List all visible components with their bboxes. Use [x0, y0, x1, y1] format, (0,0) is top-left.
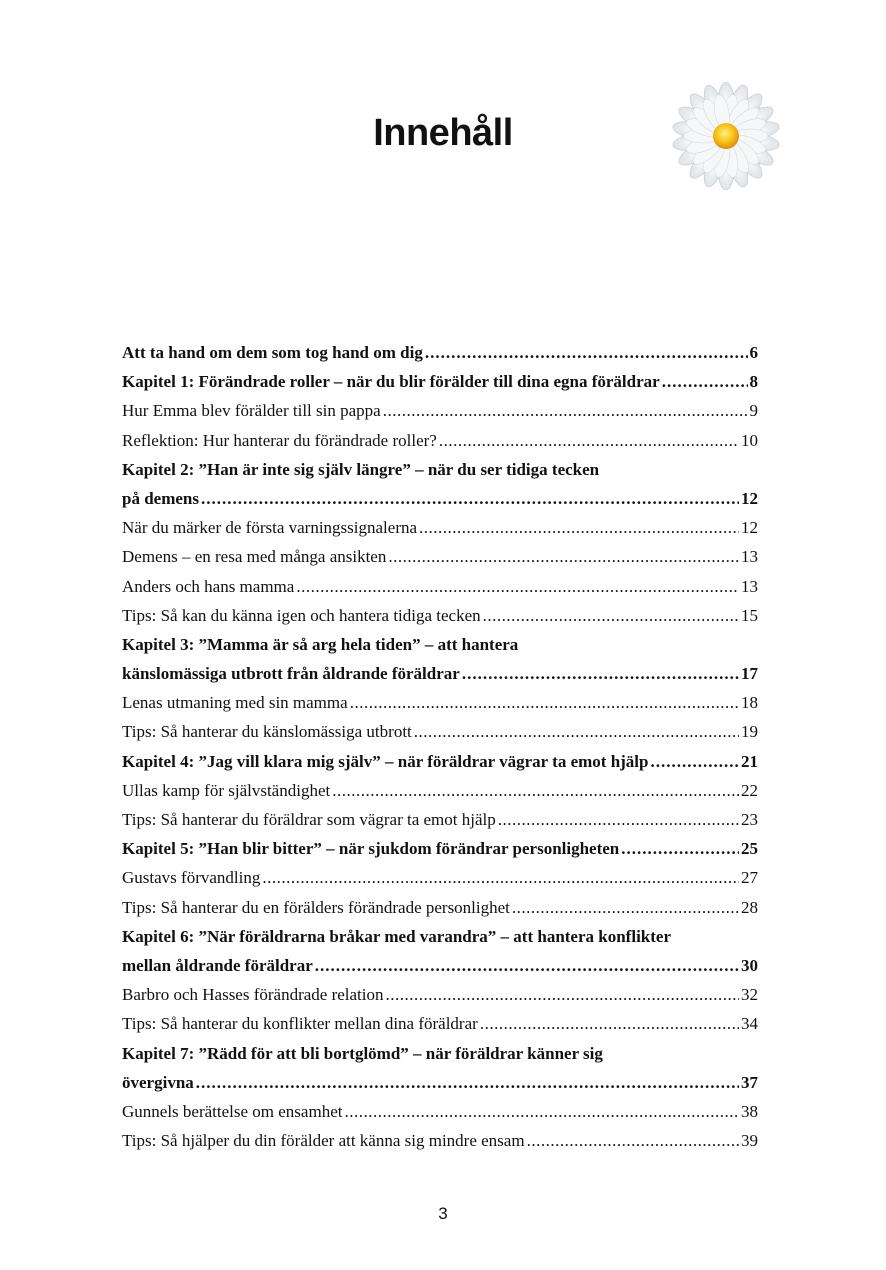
dot-leader: [651, 747, 740, 776]
toc-section-entry: [122, 1009, 758, 1038]
toc-entry-page: 13: [741, 576, 758, 596]
daisy-flower-icon: [664, 78, 788, 196]
toc-entry-title: När du märker de första varningssignalerna: [122, 518, 418, 538]
toc-entry-page: 17: [741, 664, 758, 684]
toc-section-entry: [122, 805, 758, 834]
toc-entry-page: 23: [741, 810, 758, 829]
toc-chapter-entry: [122, 834, 758, 863]
toc-entry-title: Kapitel 5: ”Han blir bitter” – när sjukdom förändrar personligheten: [122, 839, 620, 859]
dot-leader: [462, 659, 739, 688]
toc-entry-page: 34: [741, 1014, 758, 1034]
toc-entry-title-line2: övergivna: [122, 1072, 194, 1092]
toc-section-entry: [122, 776, 758, 805]
dot-leader: [201, 484, 739, 513]
toc-entry-title: Tips: Så hanterar du föräldrar som vägrar ta emot hjälp: [122, 810, 496, 829]
toc-entry-page: 22: [741, 780, 758, 800]
toc-entry-title: Lenas utmaning med sin mamma: [122, 693, 348, 713]
toc-entry-title: Gustavs förvandling: [122, 868, 261, 888]
dot-leader: [527, 1126, 739, 1155]
dot-leader: [480, 1009, 739, 1038]
toc-entry-title-line2: på demens: [122, 488, 199, 508]
toc-entry-page: 38: [741, 1101, 758, 1121]
toc-entry-title-line2: känslomässiga utbrott från åldrande föräldrar: [122, 664, 460, 684]
toc-entry-page: 9: [749, 401, 758, 421]
toc-entry-title: Demens – en resa med många ansikten: [122, 547, 387, 567]
dot-leader: [512, 893, 739, 922]
toc-entry-title: Tips: Så hanterar du konflikter mellan dina föräldrar: [122, 1014, 478, 1034]
toc-chapter-entry: [122, 922, 758, 980]
toc-chapter-entry: [122, 747, 758, 776]
toc-chapter-entry: [122, 455, 758, 513]
dot-leader: [425, 338, 748, 367]
toc-entry-page: 18: [741, 693, 758, 713]
toc-section-entry: [122, 863, 758, 892]
dot-leader: [662, 367, 748, 396]
toc-entry-page: 15: [741, 605, 758, 625]
toc-section-entry: [122, 980, 758, 1009]
toc-chapter-entry: [122, 630, 758, 688]
toc-section-entry: [122, 572, 758, 601]
toc-section-entry: [122, 1097, 758, 1126]
toc-entry-title: Reflektion: Hur hanterar du förändrade roller?: [122, 430, 437, 450]
dot-leader: [262, 863, 739, 892]
toc-entry-title-line1: Kapitel 2: ”Han är inte sig själv längre” – när du ser tidiga tecken: [122, 459, 600, 479]
toc-entry-page: 37: [741, 1072, 758, 1092]
dot-leader: [388, 542, 739, 571]
toc-section-entry: [122, 426, 758, 455]
dot-leader: [621, 834, 739, 863]
dot-leader: [498, 805, 739, 834]
toc-entry-title-line2: mellan åldrande föräldrar: [122, 955, 313, 975]
toc-entry-title: Gunnels berättelse om ensamhet: [122, 1101, 343, 1121]
toc-entry-page: 28: [741, 897, 758, 917]
toc-entry-page: 12: [741, 518, 758, 538]
dot-leader: [439, 426, 739, 455]
toc-entry-page: 21: [741, 751, 758, 771]
toc-entry-page: 6: [749, 343, 758, 362]
toc-entry-page: 25: [741, 839, 758, 859]
toc-entry-title-line1: Kapitel 6: ”När föräldrarna bråkar med varandra” – att hantera konflikter: [122, 926, 671, 946]
toc-chapter-entry: [122, 367, 758, 396]
toc-entry-title: Anders och hans mamma: [122, 576, 295, 596]
toc-entry-title: Tips: Så hjälper du din förälder att känna sig mindre ensam: [122, 1131, 525, 1151]
dot-leader: [332, 776, 739, 805]
toc-chapter-entry: [122, 338, 758, 367]
dot-leader: [344, 1097, 739, 1126]
toc-entry-page: 12: [741, 488, 758, 508]
toc-entry-title: Barbro och Hasses förändrade relation: [122, 985, 384, 1005]
toc-entry-title: Kapitel 1: Förändrade roller – när du blir förälder till dina egna föräldrar: [122, 372, 660, 392]
toc-entry-title: Tips: Så hanterar du känslomässiga utbrott: [122, 722, 412, 742]
toc-section-entry: [122, 1126, 758, 1155]
toc-entry-title: Kapitel 4: ”Jag vill klara mig själv” – när föräldrar vägrar ta emot hjälp: [122, 751, 649, 771]
toc-section-entry: [122, 542, 758, 571]
toc-entry-page: 39: [741, 1131, 758, 1151]
table-of-contents: [122, 338, 758, 1155]
toc-chapter-entry: [122, 1039, 758, 1097]
toc-entry-title-line1: Kapitel 3: ”Mamma är så arg hela tiden” – att hantera: [122, 634, 519, 654]
page-title: Innehåll: [373, 112, 513, 154]
page-number: 3: [438, 1204, 448, 1223]
toc-entry-page: 32: [741, 985, 758, 1005]
dot-leader: [350, 688, 739, 717]
toc-entry-title: Ullas kamp för självständighet: [122, 780, 331, 800]
dot-leader: [296, 572, 739, 601]
toc-entry-page: 8: [749, 372, 758, 392]
toc-section-entry: [122, 893, 758, 922]
dot-leader: [383, 396, 748, 425]
dot-leader: [419, 513, 739, 542]
toc-entry-title-line1: Kapitel 7: ”Rädd för att bli bortglömd” – när föräldrar känner sig: [122, 1043, 603, 1063]
toc-section-entry: [122, 717, 758, 746]
toc-entry-page: 30: [741, 955, 758, 975]
toc-entry-page: 10: [741, 430, 758, 450]
toc-entry-title: Hur Emma blev förälder till sin pappa: [122, 401, 381, 421]
dot-leader: [414, 717, 739, 746]
dot-leader: [386, 980, 739, 1009]
toc-entry-title: Tips: Så hanterar du en förälders förändrade personlighet: [122, 897, 510, 917]
toc-entry-page: 13: [741, 547, 758, 567]
toc-section-entry: [122, 513, 758, 542]
dot-leader: [483, 601, 739, 630]
toc-section-entry: [122, 688, 758, 717]
toc-entry-page: 27: [741, 868, 758, 888]
dot-leader: [196, 1068, 739, 1097]
toc-section-entry: [122, 601, 758, 630]
toc-entry-title: Att ta hand om dem som tog hand om dig: [122, 343, 423, 362]
toc-entry-page: 19: [741, 722, 758, 742]
dot-leader: [315, 951, 739, 980]
toc-section-entry: [122, 396, 758, 425]
toc-entry-title: Tips: Så kan du känna igen och hantera tidiga tecken: [122, 605, 481, 625]
